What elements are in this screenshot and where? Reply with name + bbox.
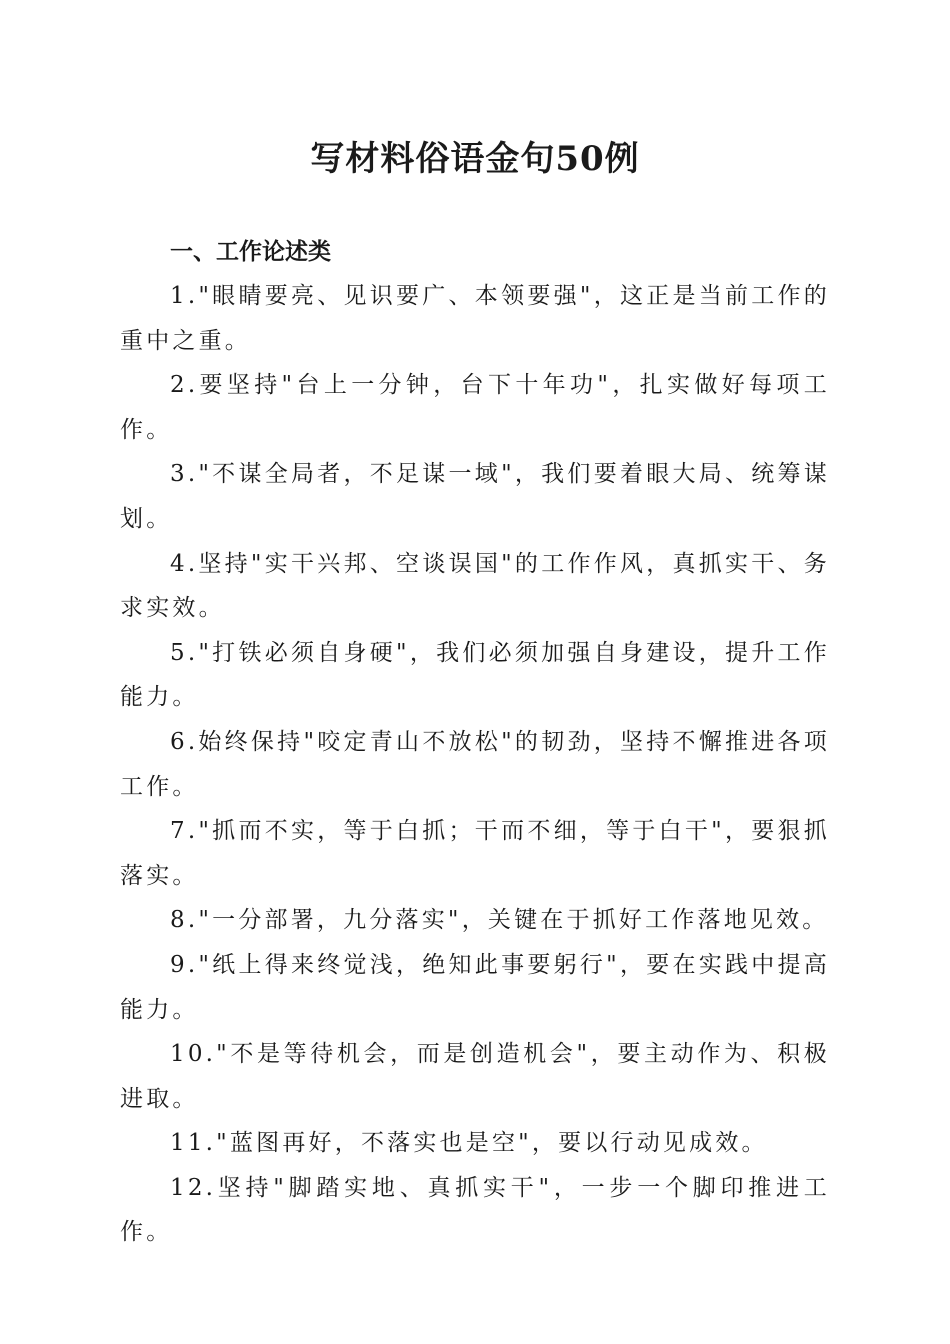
list-item-12: 12.坚持"脚踏实地、真抓实干"，一步一个脚印推进工作。 [120, 1174, 830, 1246]
list-item-6: 6.始终保持"咬定青山不放松"的韧劲，坚持不懈推进各项工作。 [120, 728, 830, 800]
list-item-7: 7."抓而不实，等于白抓；干而不细，等于白干"，要狠抓落实。 [120, 818, 830, 889]
document-body [120, 230, 830, 1255]
list-item-3: 3."不谋全局者，不足谋一域"，我们要着眼大局、统筹谋划。 [120, 461, 830, 532]
list-item-11: 11."蓝图再好，不落实也是空"，要以行动见成效。 [170, 1130, 768, 1157]
list-item-9: 9."纸上得来终觉浅，绝知此事要躬行"，要在实践中提高能力。 [120, 951, 830, 1023]
list-item-2: 2.要坚持"台上一分钟，台下十年功"，扎实做好每项工作。 [120, 372, 830, 443]
list-item-4: 4.坚持"实干兴邦、空谈误国"的工作作风，真抓实干、务求实效。 [120, 550, 830, 622]
list-item-10: 10."不是等待机会，而是创造机会"，要主动作为、积极进取。 [120, 1041, 830, 1112]
section-heading: 一、工作论述类 [170, 239, 331, 265]
list-item-1: 1."眼睛要亮、见识要广、本领要强"，这正是当前工作的重中之重。 [120, 283, 830, 354]
list-item-8: 8."一分部署，九分落实"，关键在于抓好工作落地见效。 [170, 907, 829, 934]
list-item-5: 5."打铁必须自身硬"，我们必须加强自身建设，提升工作能力。 [120, 639, 830, 711]
document-title: 写材料俗语金句50例 [310, 139, 640, 179]
